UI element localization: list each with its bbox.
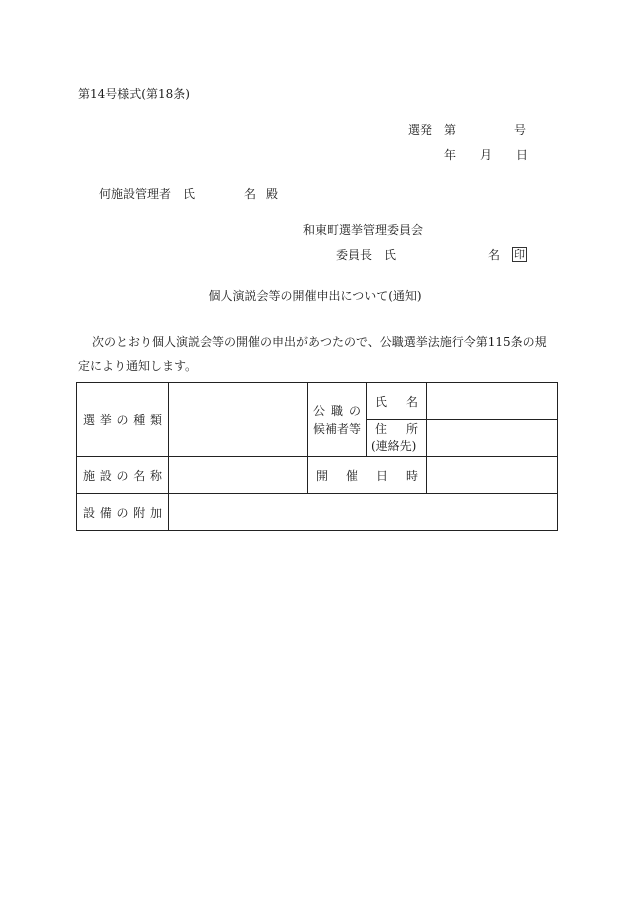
name-label: 氏名 (375, 394, 418, 409)
equipment-label: 設備の附加 (83, 505, 162, 520)
reference-gou: 号 (514, 123, 527, 137)
date-label-cell (308, 457, 427, 494)
reference-prefix: 選発 (408, 123, 433, 137)
issuer-organization: 和東町選挙管理委員会 (303, 223, 424, 237)
table-row (77, 457, 558, 494)
date-value[interactable] (427, 457, 558, 494)
date-year: 年 (444, 148, 457, 162)
candidate-label-line2: 候補者等 (313, 421, 362, 436)
equipment-label-cell (77, 494, 169, 531)
document-title: 個人演説会等の開催申出について(通知) (208, 289, 422, 303)
issuer-mei: 名 (488, 248, 501, 262)
facility-label-cell (77, 457, 169, 494)
table-row (77, 383, 558, 420)
election-type-value[interactable] (169, 383, 308, 457)
contact-label: (連絡先) (371, 439, 417, 453)
addressee-title: 何施設管理者 (99, 187, 172, 201)
document-body: 次のとおり個人演説会等の開催の申出があつたので、公職選挙法施行令第115条の規定により通知します。 (78, 335, 547, 373)
issuer-shi: 氏 (384, 248, 397, 262)
date-day: 日 (516, 148, 529, 162)
date-month: 月 (480, 148, 493, 162)
reference-dai: 第 (444, 123, 457, 137)
date-label: 開催日時 (316, 468, 418, 483)
form-number: 第14号様式(第18条) (78, 87, 190, 101)
election-type-label: 選挙の種類 (83, 413, 162, 427)
name-label-cell (367, 383, 427, 420)
addressee-shi: 氏 (183, 187, 196, 201)
facility-label: 施設の名称 (83, 468, 162, 483)
addressee-honorific: 殿 (266, 187, 279, 201)
candidate-label-line1: 公職の (313, 403, 361, 418)
issuer-chair-title: 委員長 (336, 248, 373, 262)
notice-table (76, 382, 558, 531)
seal-mark: 印 (514, 248, 525, 261)
facility-name-value[interactable] (169, 457, 308, 494)
address-label-cell (367, 420, 427, 457)
table-row (77, 494, 558, 531)
addressee-mei: 名 (244, 187, 257, 201)
candidate-label-cell (308, 383, 367, 457)
address-label: 住所 (375, 422, 418, 436)
election-type-label-cell (77, 383, 169, 457)
candidate-name-value[interactable] (427, 383, 558, 420)
candidate-address-value[interactable] (427, 420, 558, 457)
equipment-value[interactable] (169, 494, 558, 531)
